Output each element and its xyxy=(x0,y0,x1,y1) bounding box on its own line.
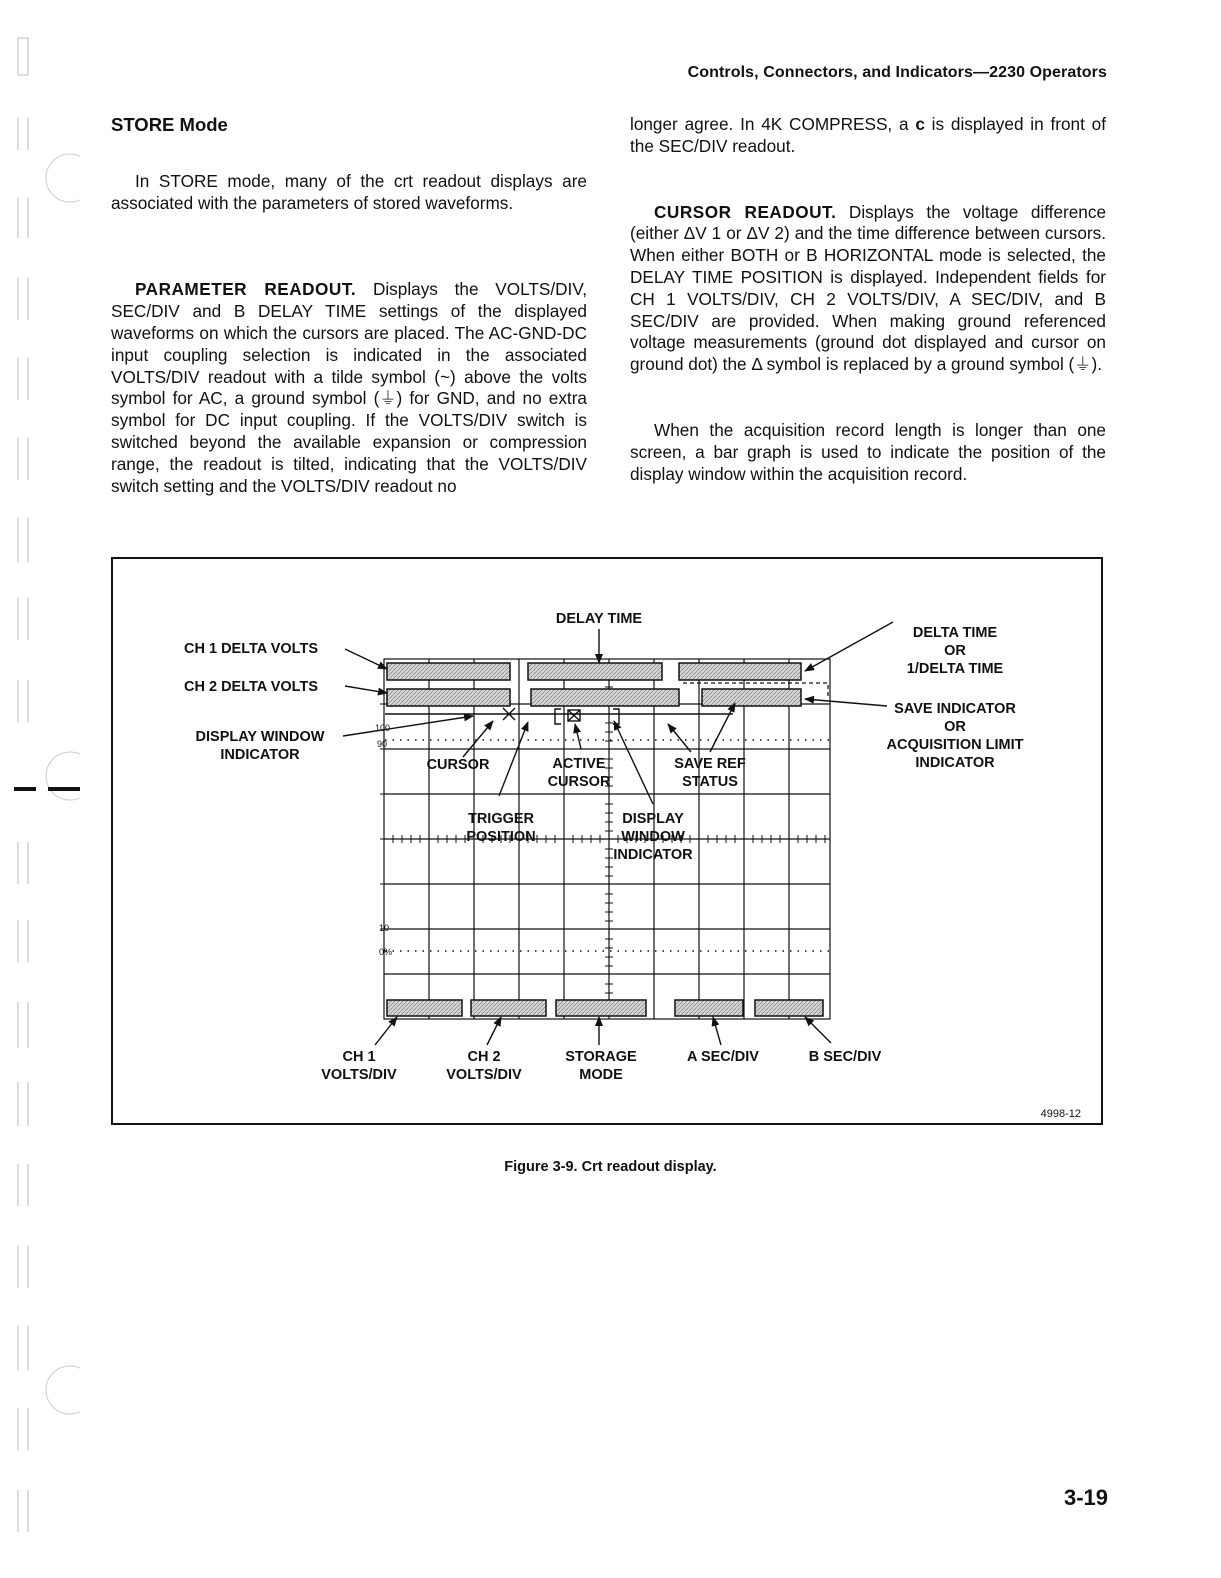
cursor-readout-lead: CURSOR READOUT. xyxy=(654,201,837,222)
parameter-readout-text-2: ) above the volts symbol for AC, a ground symbol ( xyxy=(111,366,587,409)
label-delta-time-2: OR xyxy=(944,643,966,659)
ch1-delta-volts-field xyxy=(387,663,510,680)
label-trigger-1: TRIGGER xyxy=(467,811,535,827)
delta-time-field xyxy=(679,663,801,680)
label-save-ind-2: OR xyxy=(944,719,966,735)
callout-arrows xyxy=(343,622,893,1045)
label-save-ref-2: STATUS xyxy=(682,774,738,790)
label-cursor: CURSOR xyxy=(426,757,490,773)
crt-readout-diagram xyxy=(113,559,1101,1123)
parameter-readout-paragraph xyxy=(111,279,587,497)
cursor-readout-paragraph xyxy=(630,202,1106,376)
compress-bold-c: c xyxy=(915,114,925,134)
b-sec-div-field xyxy=(755,1000,823,1016)
label-ch2-delta-volts: CH 2 DELTA VOLTS xyxy=(184,679,318,695)
label-save-ind-4: INDICATOR xyxy=(915,755,995,771)
label-trigger-2: POSITION xyxy=(466,829,536,845)
page-number: 3-19 xyxy=(1063,1485,1108,1510)
label-dwi-3: INDICATOR xyxy=(613,847,693,863)
label-delta-time-1: DELTA TIME xyxy=(912,625,998,641)
a-sec-div-field xyxy=(675,1000,743,1016)
tilde-symbol: ~ xyxy=(439,366,451,387)
label-display-window-2: INDICATOR xyxy=(220,747,300,763)
compress-paragraph xyxy=(630,114,1106,158)
label-ch1-volts-div-2: VOLTS/DIV xyxy=(321,1067,397,1083)
graticule-100-label: 100 xyxy=(375,723,391,733)
delay-time-field xyxy=(528,663,662,680)
figure-crt-readout xyxy=(111,557,1103,1125)
label-save-ind-1: SAVE INDICATOR xyxy=(894,701,1016,717)
label-ch1-volts-div-1: CH 1 xyxy=(342,1049,376,1065)
figure-labels xyxy=(184,611,1081,1120)
label-dwi-1: DISPLAY xyxy=(622,811,684,827)
right-column xyxy=(630,114,1106,485)
graticule-90-label: 90 xyxy=(377,739,388,749)
label-delay-time: DELAY TIME xyxy=(555,611,643,627)
save-indicator-field-b xyxy=(702,689,801,706)
ground-symbol-icon-2: ⏚ xyxy=(1074,354,1092,375)
label-a-sec-div: A SEC/DIV xyxy=(687,1049,759,1065)
label-b-sec-div: B SEC/DIV xyxy=(808,1049,882,1065)
figure-caption: Figure 3-9. Crt readout display. xyxy=(504,1159,717,1175)
running-header: Controls, Connectors, and Indicators—2230 Operators xyxy=(687,64,1107,81)
label-active-cursor-1: ACTIVE xyxy=(552,756,606,772)
label-dwi-2: WINDOW xyxy=(621,829,685,845)
ch2-delta-volts-field xyxy=(387,689,510,706)
label-save-ind-3: ACQUISITION LIMIT xyxy=(886,737,1024,753)
ground-symbol-icon: ⏚ xyxy=(379,388,397,409)
label-delta-time-3: 1/DELTA TIME xyxy=(906,661,1004,677)
label-save-ref-1: SAVE REF xyxy=(674,756,746,772)
label-ch2-volts-div-1: CH 2 xyxy=(467,1049,501,1065)
ch1-volts-div-field xyxy=(387,1000,462,1016)
binder-margin-marks xyxy=(0,0,80,1578)
label-active-cursor-2: CURSOR xyxy=(547,774,611,790)
compress-text-1: longer agree. In 4K COMPRESS, a xyxy=(630,114,916,134)
compress-text-2: is displayed in front of the SEC/DIV readout. xyxy=(630,114,1106,156)
parameter-readout-text-1: Displays the VOLTS/DIV, SEC/DIV and B DELAY TIME settings of the displayed waveforms on which the cursors are placed. The AC-GND-DC input coupling selection is indicated in the associated VOLTS/DIV readout with a tilde symbol ( xyxy=(111,279,587,387)
label-ch2-volts-div-2: VOLTS/DIV xyxy=(446,1067,522,1083)
ch2-volts-div-field xyxy=(471,1000,546,1016)
label-storage-2: MODE xyxy=(579,1067,623,1083)
figure-number: 4998-12 xyxy=(1040,1108,1081,1120)
left-column xyxy=(111,114,587,497)
storage-mode-field xyxy=(556,1000,646,1016)
save-indicator-field-a xyxy=(531,689,679,706)
parameter-readout-text-3: ) for GND, and no extra symbol for DC input coupling. If the VOLTS/DIV switch is switched beyond the available expansion or compression range, the readout is tilted, indicating that the VOLTS/DIV switch setting and the VOLTS/DIV readout no xyxy=(111,388,587,496)
intro-paragraph: In STORE mode, many of the crt readout displays are associated with the parameters of stored waveforms. xyxy=(111,170,587,213)
label-display-window-1: DISPLAY WINDOW xyxy=(195,729,325,745)
parameter-readout-lead: PARAMETER READOUT. xyxy=(135,279,357,300)
graticule-0-label: 0% xyxy=(379,947,393,957)
cursor-readout-text-2: ). xyxy=(1091,354,1102,375)
graticule-10-label: 10 xyxy=(379,923,390,933)
label-storage-1: STORAGE xyxy=(565,1049,637,1065)
section-title: STORE Mode xyxy=(111,114,228,135)
cursor-readout-text-1: Displays the voltage difference (either ΔV 1 or ΔV 2) and the time difference between cursors. When either BOTH or B HORIZONTAL mode is selected, the DELAY TIME POSITION is displayed. Independent fields for CH 1 VOLTS/DIV, CH 2 VOLTS/DIV, A SEC/DIV, and B SEC/DIV are provided. When making ground referenced voltage measurements (ground dot displayed and cursor on ground dot) the Δ symbol is replaced by a ground symbol ( xyxy=(630,201,1107,375)
bar-graph-paragraph: When the acquisition record length is longer than one screen, a bar graph is used to indicate the position of the display window within the acquisition record. xyxy=(630,419,1106,484)
label-ch1-delta-volts: CH 1 DELTA VOLTS xyxy=(184,641,318,657)
